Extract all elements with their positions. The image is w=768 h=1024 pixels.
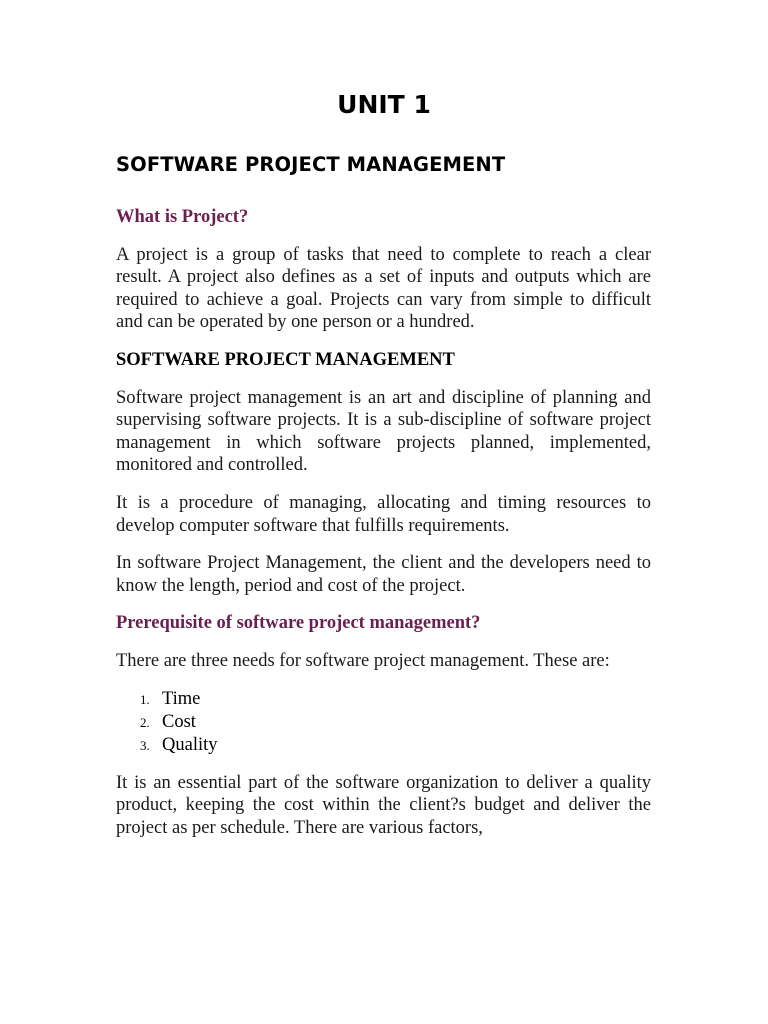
list-item-text: Quality (162, 734, 218, 755)
list-item-text: Cost (162, 711, 196, 732)
paragraph-spm-procedure: It is a procedure of managing, allocating and timing resources to develop computer software that fulfills requirements. (116, 492, 651, 536)
list-item-number: 2. (140, 714, 150, 730)
needs-list (116, 688, 651, 757)
list-item (116, 688, 651, 711)
list-item-number: 1. (140, 691, 150, 707)
paragraph-closing: It is an essential part of the software organization to deliver a quality product, keeping the cost within the client?s budget and deliver the project as per schedule. There are various factors, (116, 772, 651, 838)
paragraph-spm-definition: Software project management is an art and discipline of planning and supervising software projects. It is a sub-discipline of software project management in which software projects planned, implemented, monitored and controlled. (116, 387, 651, 476)
paragraph-needs-intro: There are three needs for software project management. These are: (116, 650, 610, 671)
paragraph-spm-client: In software Project Management, the client and the developers need to know the length, period and cost of the project. (116, 553, 651, 596)
list-item (116, 734, 651, 757)
list-item-text: Time (162, 688, 201, 709)
unit-title: UNIT 1 (337, 90, 431, 119)
section-heading-spm: SOFTWARE PROJECT MANAGEMENT (116, 349, 455, 370)
paragraph-project-definition: A project is a group of tasks that need to complete to reach a clear result. A project also defines as a set of inputs and outputs which are required to achieve a goal. Projects can vary from simple to difficult and can be operated by one person or a hundred. (116, 244, 651, 333)
document-body (116, 206, 651, 839)
list-item-number: 3. (140, 737, 150, 753)
main-heading: SOFTWARE PROJECT MANAGEMENT (116, 153, 506, 176)
section-heading-prerequisite: Prerequisite of software project management? (116, 613, 481, 634)
list-item (116, 711, 651, 734)
section-heading-what-is-project: What is Project? (116, 207, 249, 227)
